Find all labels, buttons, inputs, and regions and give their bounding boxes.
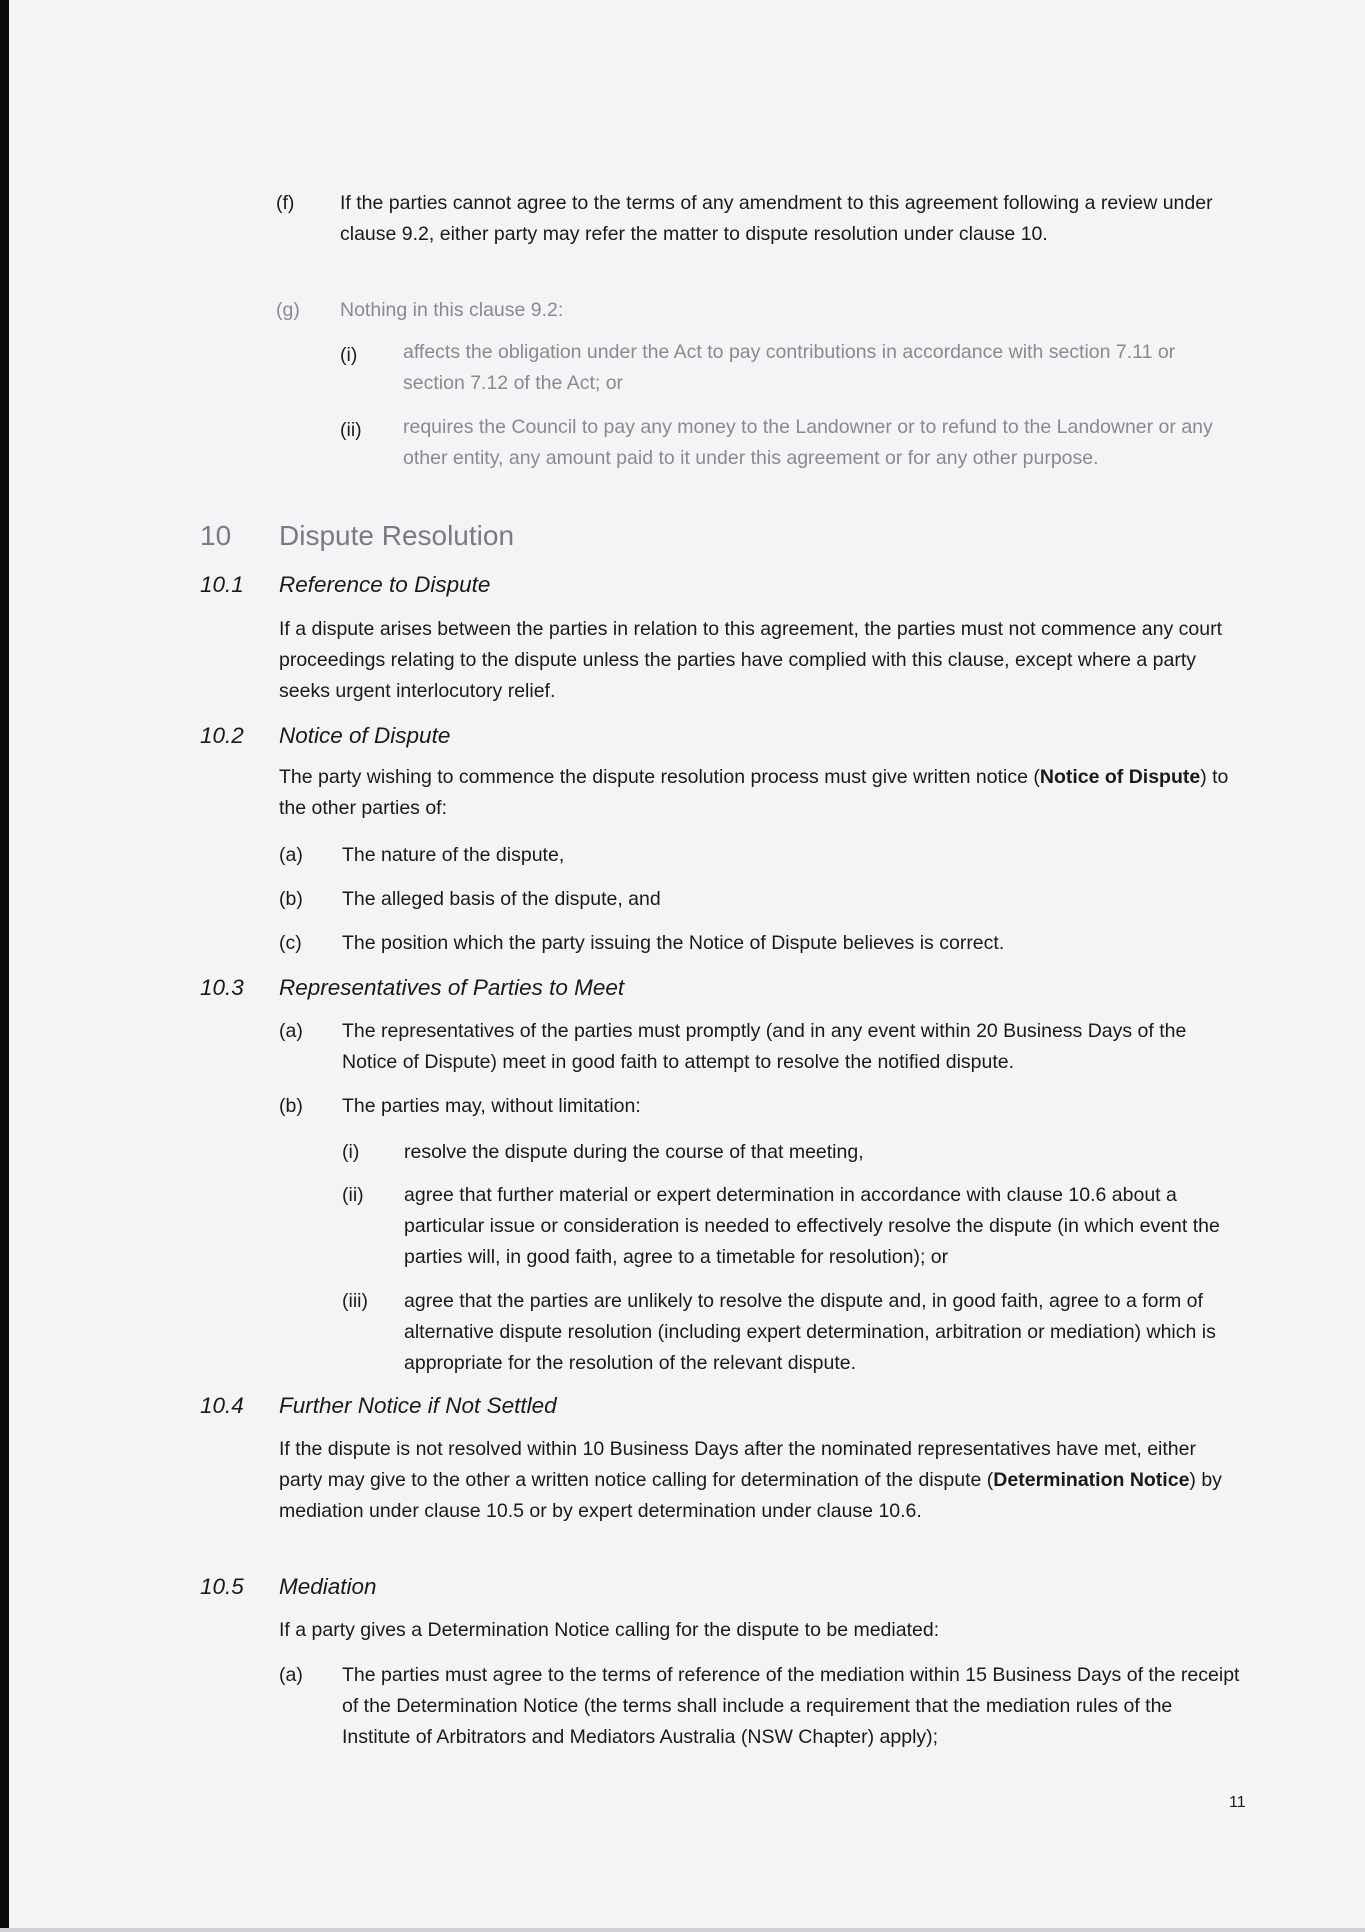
clause-10-2-number: 10.2 [200, 723, 244, 748]
clause-10-3-a-label: (a) [279, 1020, 303, 1042]
clause-10-3-b-iii-label: (iii) [342, 1290, 368, 1312]
clause-10-3-b-i-text: resolve the dispute during the course of that meeting, [404, 1141, 864, 1163]
page-bottom-edge [0, 1928, 1365, 1932]
clause-10-1-text: If a dispute arises between the parties in relation to this agreement, the parties must not commence any court proceedings relating to the dispute unless the parties have complied with this clause, except where a party seeks urgent interlocutory relief. [279, 618, 1222, 702]
clause-10-5-a-label: (a) [279, 1664, 303, 1686]
clause-10-2-a-text: The nature of the dispute, [342, 844, 565, 866]
clause-10-3-b-i-label: (i) [342, 1141, 360, 1163]
clause-10-3-number: 10.3 [200, 975, 244, 1000]
clause-9-f-label: (f) [276, 192, 295, 214]
clause-10-4-text: If the dispute is not resolved within 10 Business Days after the nominated representatives have met, either party may give to the other a written notice calling for determination of the dispute (Determination Notice) by mediation under clause 10.5 or by expert determination under clause 10.6. [279, 1438, 1222, 1522]
defined-term-determination-notice: Determination Notice [993, 1469, 1190, 1491]
scan-edge [0, 0, 9, 1932]
clause-10-3-b-iii-text: agree that the parties are unlikely to resolve the dispute and, in good faith, agree to a form of alternative dispute resolution (including expert determination, arbitration or mediation) which is appropriate for the resolution of the relevant dispute. [404, 1290, 1216, 1374]
clause-9-g-ii-text: requires the Council to pay any money to the Landowner or to refund to the Landowner or any other entity, any amount paid to it under this agreement or for any other purpose. [403, 416, 1213, 469]
clause-10-5-title: Mediation [279, 1574, 377, 1599]
clause-9-g-i-text: affects the obligation under the Act to pay contributions in accordance with section 7.11 or section 7.12 of the Act; or [403, 341, 1176, 394]
clause-10-2-a-label: (a) [279, 844, 303, 866]
section-10-title: Dispute Resolution [279, 520, 515, 551]
clause-10-2-c-text: The position which the party issuing the Notice of Dispute believes is correct. [342, 932, 1005, 954]
clause-9-g-i-label: (i) [340, 344, 358, 366]
clause-10-1-title: Reference to Dispute [279, 572, 491, 597]
clause-10-2-c-label: (c) [279, 932, 302, 954]
clause-10-1-number: 10.1 [200, 572, 244, 597]
page-number: 11 [1229, 1794, 1246, 1811]
clause-10-4-number: 10.4 [200, 1393, 244, 1418]
clause-10-3-b-text: The parties may, without limitation: [342, 1095, 641, 1117]
clause-9-g-text: Nothing in this clause 9.2: [340, 299, 564, 321]
clause-10-5-intro: If a party gives a Determination Notice calling for the dispute to be mediated: [279, 1619, 940, 1641]
section-10-number: 10 [200, 520, 232, 551]
clause-10-3-title: Representatives of Parties to Meet [279, 975, 625, 1000]
clause-10-2-b-label: (b) [279, 888, 303, 910]
clause-10-4-title: Further Notice if Not Settled [279, 1393, 557, 1418]
clause-10-2-intro: The party wishing to commence the dispute resolution process must give written notice (Notice of Dispute) to the other parties of: [279, 766, 1229, 819]
clause-10-3-b-ii-text: agree that further material or expert determination in accordance with clause 10.6 about a particular issue or consideration is needed to effectively resolve the dispute (in which event the parties will, in good faith, agree to a timetable for resolution); or [404, 1184, 1220, 1268]
clause-10-5-number: 10.5 [200, 1574, 244, 1599]
clause-9-g-ii-label: (ii) [340, 419, 362, 441]
clause-9-f-text: If the parties cannot agree to the terms of any amendment to this agreement following a review under clause 9.2, either party may refer the matter to dispute resolution under clause 10. [340, 192, 1213, 245]
clause-10-3-b-label: (b) [279, 1095, 303, 1117]
clause-10-3-b-ii-label: (ii) [342, 1184, 364, 1206]
clause-9-g-label: (g) [276, 299, 300, 321]
clause-10-3-a-text: The representatives of the parties must promptly (and in any event within 20 Business Days of the Notice of Dispute) meet in good faith to attempt to resolve the notified dispute. [342, 1020, 1187, 1073]
clause-10-2-b-text: The alleged basis of the dispute, and [342, 888, 661, 910]
clause-10-5-a-text: The parties must agree to the terms of reference of the mediation within 15 Business Days of the receipt of the Determination Notice (the terms shall include a requirement that the mediation rules of the Institute of Arbitrators and Mediators Australia (NSW Chapter) apply); [342, 1664, 1240, 1748]
defined-term-notice-of-dispute: Notice of Dispute [1039, 766, 1201, 788]
clause-10-2-title: Notice of Dispute [279, 723, 451, 748]
